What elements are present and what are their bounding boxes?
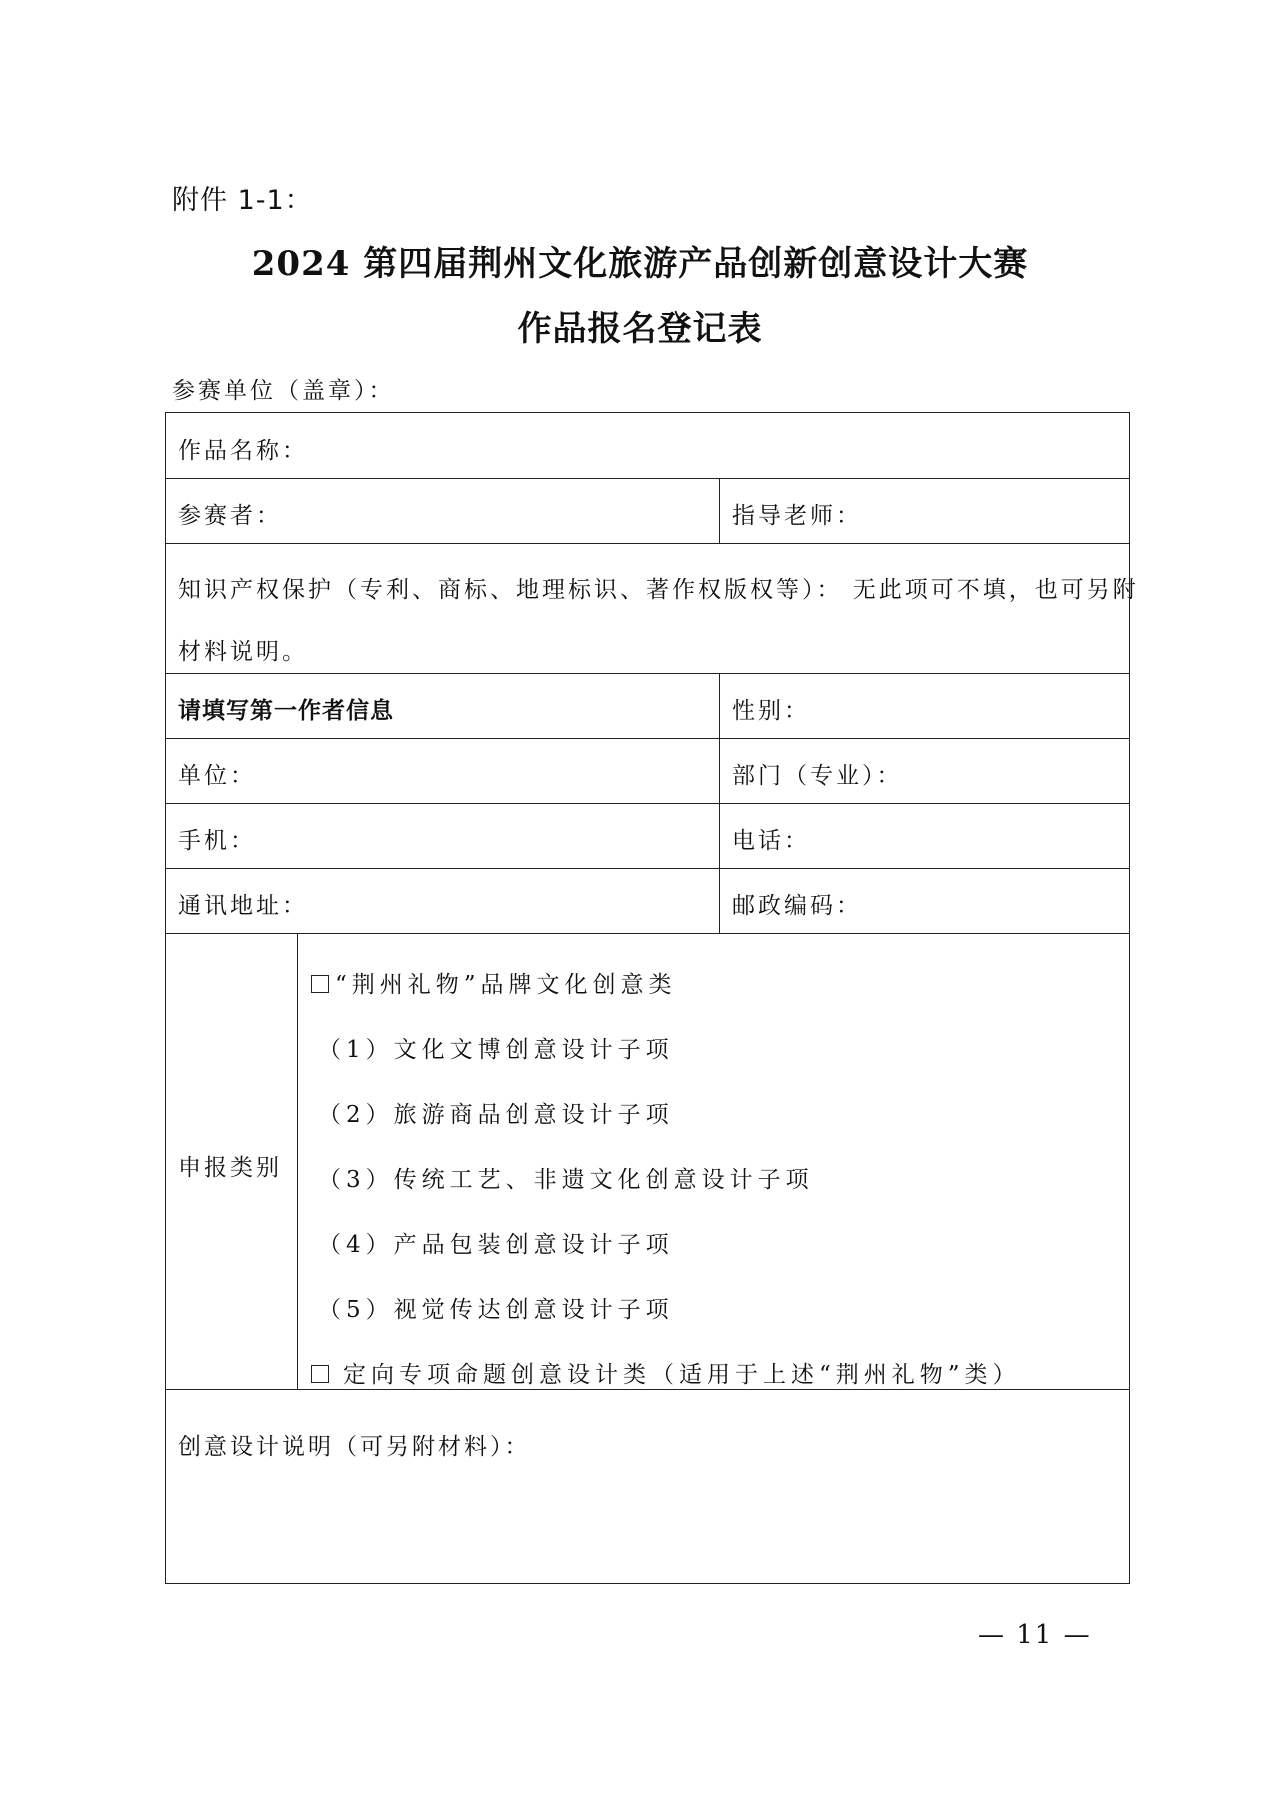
ip-protection-note: 材料说明。	[178, 639, 308, 665]
subcategory-item: （3）传统工艺、非遗文化创意设计子项	[318, 1167, 814, 1193]
category-label: 申报类别	[178, 1155, 282, 1181]
row-divider	[166, 478, 1129, 479]
column-divider	[297, 933, 298, 1389]
form-title-line2: 作品报名登记表	[517, 309, 763, 349]
page-number: — 11 —	[978, 1620, 1092, 1650]
mobile-field[interactable]: 手机：	[178, 828, 256, 854]
category-option-directed[interactable]	[311, 1356, 1021, 1389]
column-divider	[719, 478, 720, 543]
subcategory-item: （5）视觉传达创意设计子项	[318, 1297, 674, 1323]
category-option-brand[interactable]	[311, 966, 677, 999]
row-divider	[166, 543, 1129, 544]
form-title-line1: 2024 第四届荆州文化旅游产品创新创意设计大赛	[251, 244, 1029, 284]
gender-field[interactable]: 性别：	[732, 698, 810, 724]
design-description-field[interactable]: 创意设计说明（可另附材料）：	[178, 1434, 531, 1460]
participant-field[interactable]: 参赛者：	[178, 503, 282, 529]
row-divider	[166, 1389, 1129, 1390]
address-field[interactable]: 通讯地址：	[178, 893, 308, 919]
row-divider	[166, 673, 1129, 674]
row-divider	[166, 868, 1129, 869]
column-divider	[719, 673, 720, 933]
row-divider	[166, 933, 1129, 934]
phone-field[interactable]: 电话：	[732, 828, 810, 854]
subcategory-item: （2）旅游商品创意设计子项	[318, 1102, 674, 1128]
department-field[interactable]: 部门（专业）：	[732, 763, 903, 789]
work-name-field[interactable]: 作品名称：	[178, 438, 308, 464]
row-divider	[166, 803, 1129, 804]
participating-unit-label: 参赛单位（盖章）：	[172, 378, 395, 404]
checkbox-icon[interactable]	[311, 975, 329, 993]
subcategory-item: （4）产品包装创意设计子项	[318, 1232, 674, 1258]
row-divider	[166, 738, 1129, 739]
postal-code-field[interactable]: 邮政编码：	[732, 893, 862, 919]
first-author-header: 请填写第一作者信息	[178, 698, 394, 724]
category-option-label: “荆州礼物”品牌文化创意类	[335, 972, 677, 998]
category-option-label: 定向专项命题创意设计类（适用于上述“荆州礼物”类）	[343, 1362, 1021, 1388]
checkbox-icon[interactable]	[311, 1365, 329, 1383]
registration-form-table	[165, 412, 1139, 1584]
advisor-field[interactable]: 指导老师：	[732, 503, 862, 529]
annex-label: 附件 1-1：	[172, 185, 313, 216]
subcategory-item: （1）文化文博创意设计子项	[318, 1037, 674, 1063]
unit-field[interactable]: 单位：	[178, 763, 256, 789]
ip-protection-label: 知识产权保护（专利、商标、地理标识、著作权版权等）： 无此项可不填，也可另附	[178, 577, 1139, 603]
